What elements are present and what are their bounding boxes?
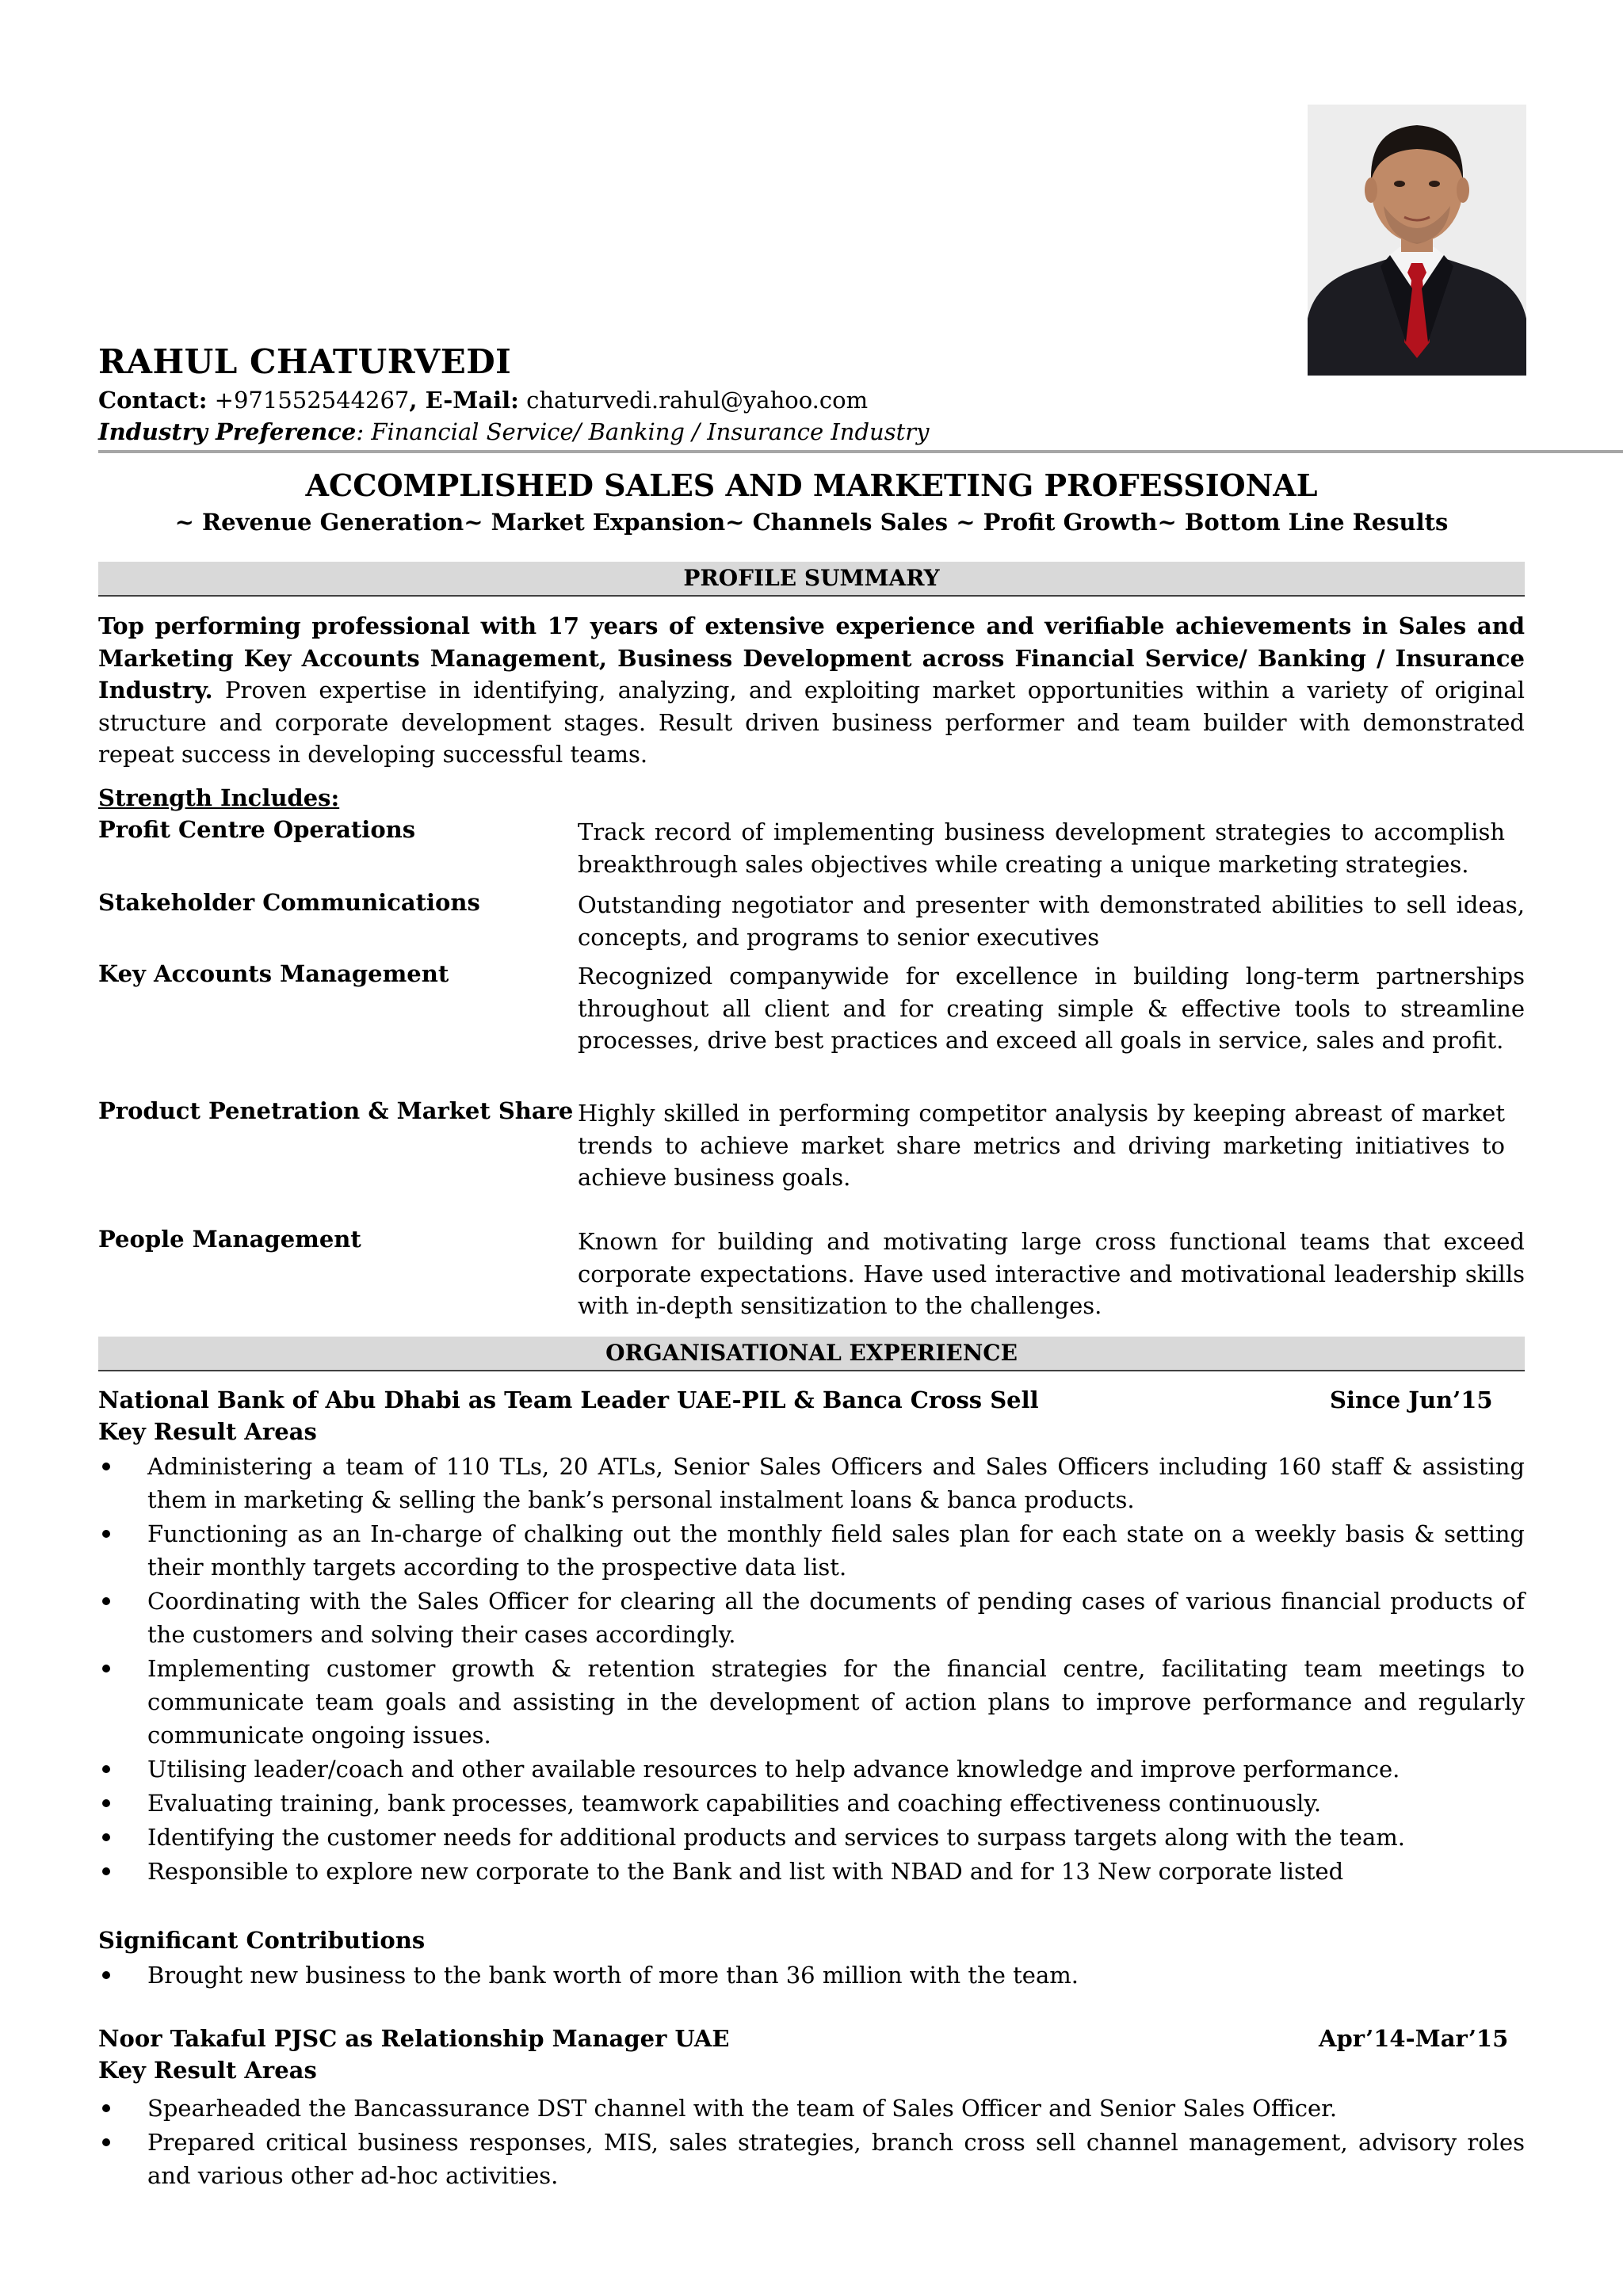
key-result-areas-heading: Key Result Areas [98, 1418, 317, 1445]
strength-description: Outstanding negotiator and presenter with demonstrated abilities to sell ideas, concepts, and programs to senior executives [578, 891, 1525, 951]
contact-phone: +971552544267 [214, 387, 410, 414]
contact-label: Contact: [98, 387, 208, 414]
email-label: , E-Mail: [409, 387, 519, 414]
candidate-name: RAHUL CHATURVEDI [98, 342, 512, 381]
industry-value: : Financial Service/ Banking / Insurance Industry [356, 418, 930, 445]
headline-tagline: ~ Revenue Generation~ Market Expansion~ Channels Sales ~ Profit Growth~ Bottom Line Results [174, 509, 1449, 536]
profile-summary-bold: Top performing professional with 17 years of extensive experience and verifiable achievements in Sales and Marketing Key Accounts Management, Business Development across Financial Service/ Banking / Insurance Industry. [98, 612, 1525, 704]
email-address: chaturvedi.rahul@yahoo.com [526, 387, 869, 414]
section-heading-profile: PROFILE SUMMARY [98, 562, 1525, 597]
profile-photo [1308, 105, 1526, 376]
list-item: Brought new business to the bank worth of more than 36 million with the team. [98, 1958, 1525, 1992]
strength-label: Profit Centre Operations [98, 816, 416, 843]
job-title: Noor Takaful PJSC as Relationship Manager UAE [98, 2025, 730, 2052]
job-title: National Bank of Abu Dhabi as Team Leader UAE-PIL & Banca Cross Sell [98, 1386, 1039, 1413]
headline-title: ACCOMPLISHED SALES AND MARKETING PROFESSIONAL [305, 467, 1318, 503]
job-date: Since Jun’15 [1330, 1386, 1493, 1413]
profile-summary-text: Proven expertise in identifying, analyzing, and exploiting market opportunities within a variety of original structure and corporate development stages. Result driven business performer and team builder with demonstrated repeat success in developing successful teams. [98, 677, 1525, 768]
strength-description: Highly skilled in performing competitor analysis by keeping abreast of market trends to achieve market share metrics and driving marketing initiatives to achieve business goals. [578, 1100, 1505, 1191]
key-result-areas-list [98, 1450, 1525, 1889]
list-item: Evaluating training, bank processes, teamwork capabilities and coaching effectiveness continuously. [98, 1787, 1525, 1820]
industry-preference [98, 418, 930, 445]
strength-description: Recognized companywide for excellence in building long-term partnerships throughout all client and for creating simple & effective tools to streamline processes, drive best practices and exceed all goals in service, sales and profit. [578, 963, 1525, 1054]
list-item: Administering a team of 110 TLs, 20 ATLs, Senior Sales Officers and Sales Officers including 160 staff & assisting them in marketing & selling the bank’s personal instalment loans & banca products. [98, 1450, 1525, 1516]
contact-line [98, 387, 868, 414]
job-date: Apr’14-Mar’15 [1319, 2025, 1509, 2052]
strength-description: Known for building and motivating large cross functional teams that exceed corporate expectations. Have used interactive and motivational leadership skills with in-depth sensitization to the challenges. [578, 1228, 1525, 1319]
significant-contributions-list [98, 1958, 1525, 1993]
section-heading-experience: ORGANISATIONAL EXPERIENCE [98, 1337, 1525, 1371]
strength-label: People Management [98, 1226, 361, 1253]
list-item: Responsible to explore new corporate to the Bank and list with NBAD and for 13 New corporate listed [98, 1855, 1525, 1888]
portrait-image [1308, 105, 1526, 376]
list-item: Coordinating with the Sales Officer for clearing all the documents of pending cases of various financial products of the customers and solving their cases accordingly. [98, 1585, 1525, 1651]
list-item: Identifying the customer needs for additional products and services to surpass targets along with the team. [98, 1821, 1525, 1854]
list-item: Implementing customer growth & retention strategies for the financial centre, facilitating team meetings to communicate team goals and assisting in the development of action plans to improve performance and regularly communicate ongoing issues. [98, 1652, 1525, 1752]
strengths-heading: Strength Includes: [98, 784, 340, 811]
header-divider [98, 450, 1623, 453]
significant-contributions-heading: Significant Contributions [98, 1927, 426, 1954]
list-item: Functioning as an In-charge of chalking out the monthly field sales plan for each state on a weekly basis & setting their monthly targets according to the prospective data list. [98, 1517, 1525, 1584]
strength-label: Stakeholder Communications [98, 889, 480, 916]
key-result-areas-list [98, 2092, 1525, 2193]
industry-label: Industry Preference [98, 418, 357, 445]
key-result-areas-heading: Key Result Areas [98, 2057, 317, 2084]
strength-description: Track record of implementing business development strategies to accomplish breakthrough sales objectives while creating a unique marketing strategies. [578, 818, 1505, 878]
list-item: Prepared critical business responses, MIS, sales strategies, branch cross sell channel management, advisory roles and various other ad-hoc activities. [98, 2126, 1525, 2192]
list-item: Spearheaded the Bancassurance DST channel with the team of Sales Officer and Senior Sales Officer. [98, 2092, 1525, 2125]
strength-label: Key Accounts Management [98, 960, 449, 987]
profile-summary [98, 610, 1525, 771]
list-item: Utilising leader/coach and other available resources to help advance knowledge and improve performance. [98, 1753, 1525, 1786]
strength-label: Product Penetration & Market Share [98, 1097, 574, 1124]
